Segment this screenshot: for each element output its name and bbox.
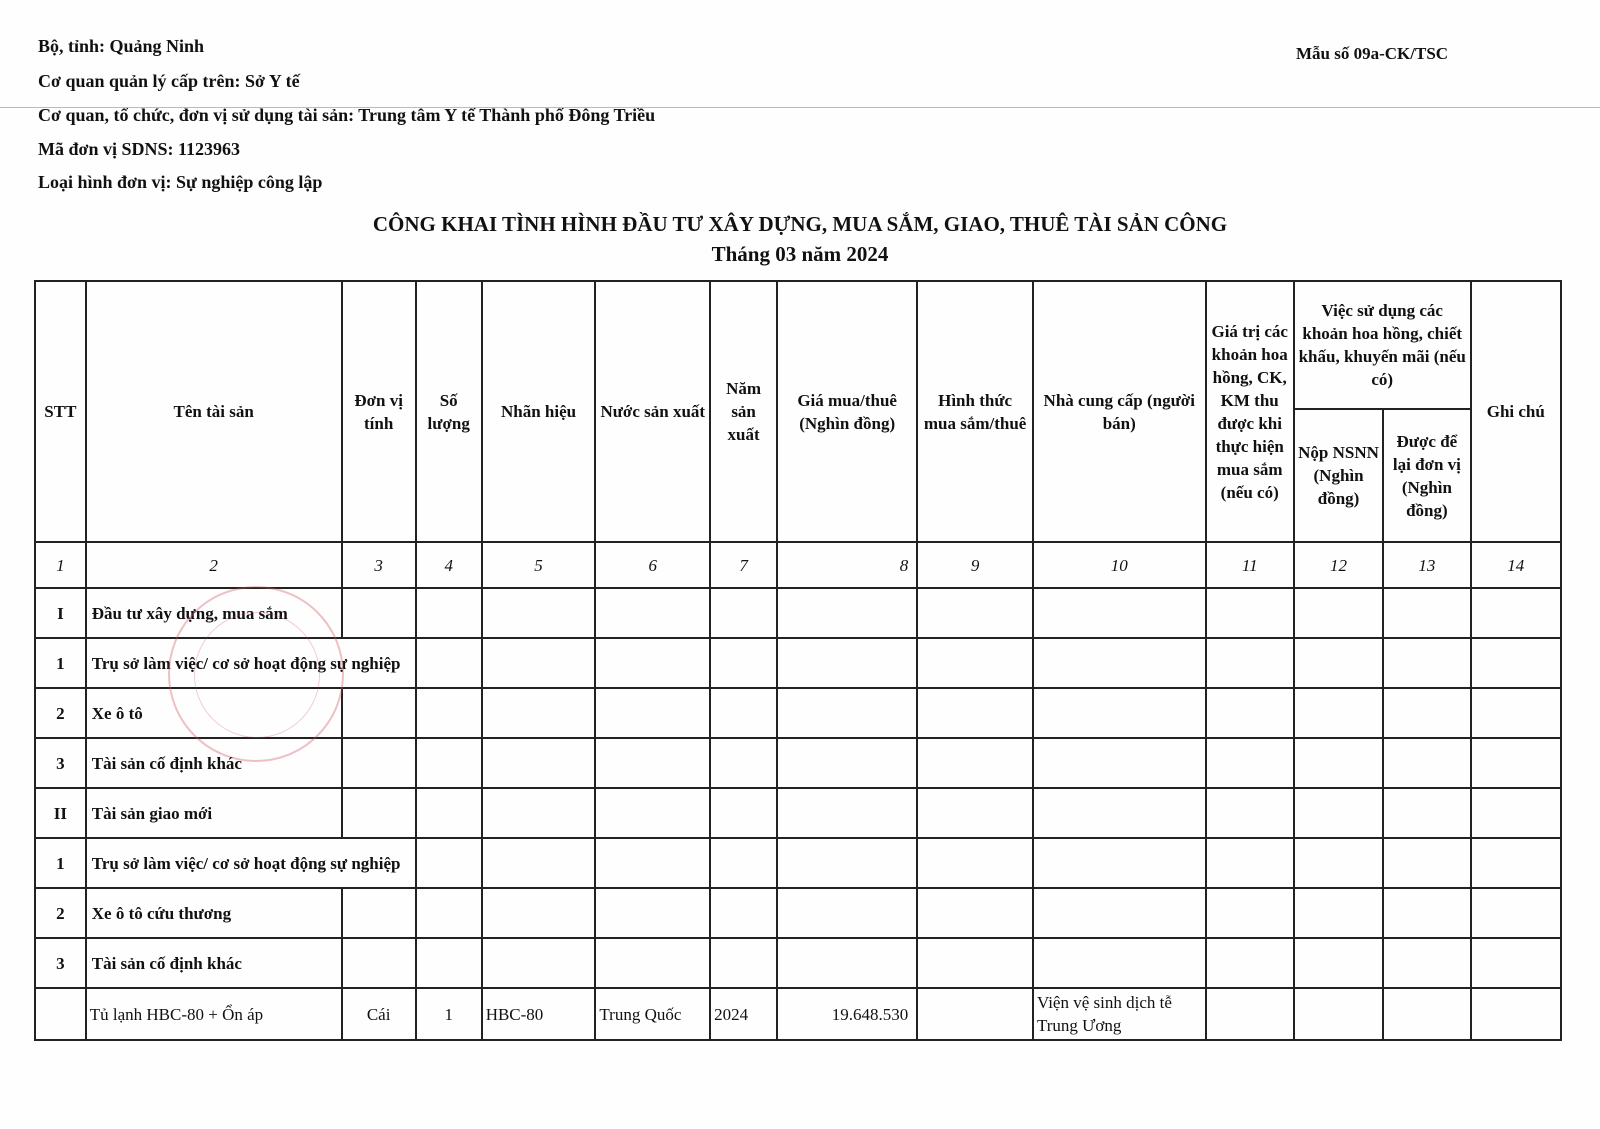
item-commission bbox=[1206, 988, 1294, 1040]
form-code: Mẫu số 09a-CK/TSC bbox=[1296, 44, 1449, 63]
col-number: 5 bbox=[482, 542, 596, 588]
asset-item-row bbox=[35, 988, 1561, 1040]
col-number: 11 bbox=[1206, 542, 1294, 588]
table-row bbox=[35, 938, 1561, 988]
col-number: 12 bbox=[1294, 542, 1383, 588]
row-asset-name: Xe ô tô bbox=[86, 688, 342, 738]
item-nsnn bbox=[1294, 988, 1383, 1040]
col-note: Ghi chú bbox=[1471, 281, 1561, 542]
table-row bbox=[35, 738, 1561, 788]
col-number: 14 bbox=[1471, 542, 1561, 588]
table-row bbox=[35, 788, 1561, 838]
col-retained: Được để lại đơn vị (Nghìn đồng) bbox=[1383, 409, 1470, 542]
item-quantity: 1 bbox=[416, 988, 482, 1040]
row-asset-name: Tài sản giao mới bbox=[86, 788, 342, 838]
row-asset-name: Trụ sở làm việc/ cơ sở hoạt động sự nghiệp bbox=[86, 838, 416, 888]
col-stt: STT bbox=[35, 281, 86, 542]
col-purchase-form: Hình thức mua sắm/thuê bbox=[917, 281, 1033, 542]
document-title: CÔNG KHAI TÌNH HÌNH ĐẦU TƯ XÂY DỰNG, MUA SẮM, GIAO, THUÊ TÀI SẢN CÔNG bbox=[372, 212, 1228, 236]
row-stt: I bbox=[35, 588, 86, 638]
item-asset-name: Tủ lạnh HBC-80 + Ổn áp bbox=[86, 988, 342, 1040]
col-year: Năm sản xuất bbox=[710, 281, 777, 542]
table-row bbox=[35, 688, 1561, 738]
table-row bbox=[35, 888, 1561, 938]
table-row bbox=[35, 588, 1561, 638]
col-number: 2 bbox=[86, 542, 342, 588]
col-number: 3 bbox=[342, 542, 416, 588]
item-purchase-form bbox=[917, 988, 1033, 1040]
row-stt: 3 bbox=[35, 738, 86, 788]
item-stt bbox=[35, 988, 86, 1040]
col-number: 4 bbox=[416, 542, 482, 588]
col-number: 8 bbox=[777, 542, 917, 588]
item-price: 19.648.530 bbox=[777, 988, 917, 1040]
item-retained bbox=[1383, 988, 1470, 1040]
col-number: 9 bbox=[917, 542, 1033, 588]
col-supplier: Nhà cung cấp (người bán) bbox=[1033, 281, 1206, 542]
item-brand: HBC-80 bbox=[482, 988, 596, 1040]
sdns-line: Mã đơn vị SDNS: 1123963 bbox=[38, 139, 240, 159]
table-row bbox=[35, 838, 1561, 888]
ministry-line: Bộ, tỉnh: Quảng Ninh bbox=[38, 36, 205, 56]
col-number: 1 bbox=[35, 542, 86, 588]
col-usage-group: Việc sử dụng các khoản hoa hồng, chiết khấu, khuyến mãi (nếu có) bbox=[1294, 281, 1471, 409]
col-number: 10 bbox=[1033, 542, 1206, 588]
row-stt: 2 bbox=[35, 888, 86, 938]
item-unit: Cái bbox=[342, 988, 416, 1040]
item-supplier: Viện vệ sinh dịch tễ Trung Ương bbox=[1033, 988, 1206, 1040]
row-asset-name: Tài sản cố định khác bbox=[86, 938, 342, 988]
superior-agency-line: Cơ quan quản lý cấp trên: Sở Y tế bbox=[38, 71, 300, 91]
asset-table bbox=[34, 280, 1562, 1041]
unit-type-line: Loại hình đơn vị: Sự nghiệp công lập bbox=[38, 172, 323, 192]
item-note bbox=[1471, 988, 1561, 1040]
col-number: 6 bbox=[595, 542, 710, 588]
row-stt: 3 bbox=[35, 938, 86, 988]
item-country: Trung Quốc bbox=[595, 988, 710, 1040]
row-stt: 2 bbox=[35, 688, 86, 738]
col-brand: Nhãn hiệu bbox=[482, 281, 596, 542]
document-period: Tháng 03 năm 2024 bbox=[711, 242, 889, 266]
scan-artifact-line bbox=[0, 107, 1600, 108]
col-price: Giá mua/thuê (Nghìn đồng) bbox=[777, 281, 917, 542]
col-quantity: Số lượng bbox=[416, 281, 482, 542]
item-year: 2024 bbox=[710, 988, 777, 1040]
col-unit: Đơn vị tính bbox=[342, 281, 416, 542]
table-row bbox=[35, 638, 1561, 688]
row-asset-name: Xe ô tô cứu thương bbox=[86, 888, 342, 938]
col-asset-name: Tên tài sản bbox=[86, 281, 342, 542]
col-nsnn: Nộp NSNN (Nghìn đồng) bbox=[1294, 409, 1383, 542]
row-stt: 1 bbox=[35, 838, 86, 888]
col-number: 7 bbox=[710, 542, 777, 588]
row-asset-name: Đầu tư xây dựng, mua sắm bbox=[86, 588, 342, 638]
row-stt: II bbox=[35, 788, 86, 838]
row-stt: 1 bbox=[35, 638, 86, 688]
column-number-row bbox=[35, 542, 1561, 588]
row-asset-name: Tài sản cố định khác bbox=[86, 738, 342, 788]
col-commission: Giá trị các khoản hoa hồng, CK, KM thu được khi thực hiện mua sắm (nếu có) bbox=[1206, 281, 1294, 542]
using-agency-line: Cơ quan, tổ chức, đơn vị sử dụng tài sản: Trung tâm Y tế Thành phố Đông Triều bbox=[38, 105, 656, 125]
col-number: 13 bbox=[1383, 542, 1470, 588]
row-asset-name: Trụ sở làm việc/ cơ sở hoạt động sự nghiệp bbox=[86, 638, 416, 688]
col-country: Nước sản xuất bbox=[595, 281, 710, 542]
